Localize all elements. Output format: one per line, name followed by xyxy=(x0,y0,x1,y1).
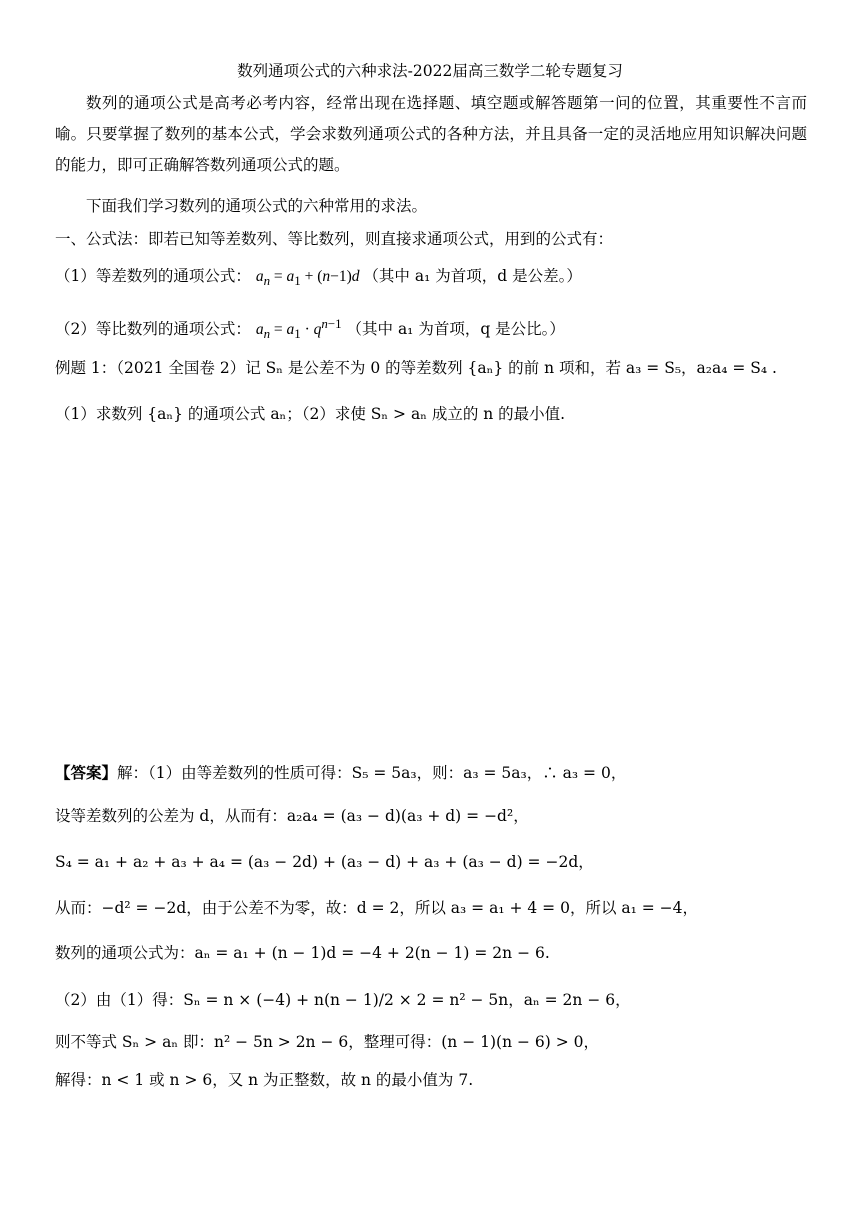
answer-line-1: 【答案】解：（1）由等差数列的性质可得：S₅ = 5a₃，则：a₃ = 5a₃，∴ a₃ = 0， xyxy=(55,763,627,782)
answer-line-4: 从而：−d² = −2d，由于公差不为零，故：d = 2，所以 a₃ = a₁ + 4 = 0，所以 a₁ = −4， xyxy=(55,899,699,917)
answer-line-5: 数列的通项公式为：aₙ = a₁ + (n − 1)d = −4 + 2(n − 1) = 2n − 6. xyxy=(55,944,550,962)
intro-paragraph: 数列的通项公式是高考必考内容，经常出现在选择题、填空题或解答题第一问的位置，其重要性不言而喻。只要掌握了数列的基本公式，学会求数列通项公式的各种方法，并且具备一定的灵活地应用知识解决问题的能力，即可正确解答数列通项公式的题。 xyxy=(55,94,807,174)
answer-line-6: （2）由（1）得：Sₙ = n × (−4) + n(n − 1)/2 × 2 = n² − 5n，aₙ = 2n − 6， xyxy=(55,991,631,1009)
answer-line-2: 设等差数列的公差为 d，从而有：a₂a₄ = (a₃ − d)(a₃ + d) = −d²， xyxy=(55,807,529,825)
formula2-expression: $a_n = a_1 \cdot q^{n-1}$ xyxy=(255,316,342,342)
example-label: 例题 1： xyxy=(55,359,117,377)
formula1-expression: $a_n = a_1 + (n-1)d$ xyxy=(255,268,360,289)
formula2-note: （其中 a₁ 为首项，q 是公比。） xyxy=(346,320,565,339)
answer-line-8: 解得：n < 1 或 n > 6，又 n 为正整数，故 n 的最小值为 7. xyxy=(55,1071,474,1089)
formula1-note: （其中 a₁ 为首项，d 是公差。） xyxy=(363,267,582,285)
answer-line-7: 则不等式 Sₙ > aₙ 即：n² − 5n > 2n − 6，整理可得：(n − 1)(n − 6) > 0， xyxy=(55,1033,599,1051)
example-question: （1）求数列 {aₙ} 的通项公式 aₙ；（2）求使 Sₙ > aₙ 成立的 n 的最小值. xyxy=(55,405,566,423)
example-text: 记 Sₙ 是公差不为 0 的等差数列 {aₙ} 的前 n 项和，若 a₃ = S₅，a₂a₄ = S₄ . xyxy=(245,359,777,377)
answer-label: 【答案】 xyxy=(55,763,118,782)
intro-paragraph-2: 下面我们学习数列的通项公式的六种常用的求法。 xyxy=(86,197,428,215)
formula-geometric xyxy=(55,313,565,345)
answer-line-3: S₄ = a₁ + a₂ + a₃ + a₄ = (a₃ − 2d) + (a₃ − d) + a₃ + (a₃ − d) = −2d， xyxy=(55,853,594,871)
section-heading: 一、公式法：即若已知等差数列、等比数列，则直接求通项公式，用到的公式有： xyxy=(55,230,614,248)
example-statement xyxy=(55,357,777,379)
example-source: （2021 全国卷 2） xyxy=(116,359,246,377)
page-title: 数列通项公式的六种求法-2022届高三数学二轮专题复习 xyxy=(237,62,623,80)
formula1-label: （1）等差数列的通项公式： xyxy=(55,267,251,285)
formula2-label: （2）等比数列的通项公式： xyxy=(55,320,251,339)
formula-arithmetic xyxy=(55,265,582,292)
